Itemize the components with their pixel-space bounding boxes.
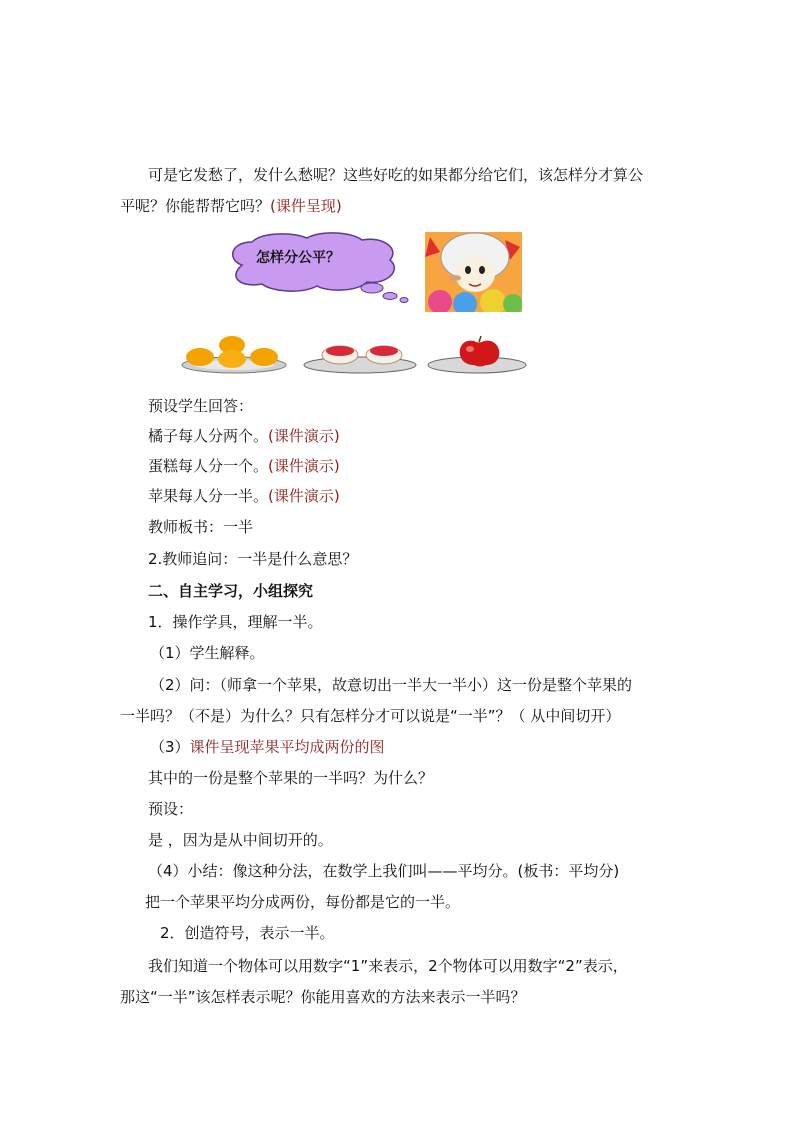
paragraph-line-2: 那这“一半”该怎样表示呢？你能用喜欢的方法来表示一半吗？ — [120, 988, 526, 1006]
oranges-plate-icon — [180, 335, 288, 375]
courseware-note: (课件演示) — [268, 457, 340, 475]
answer-cake-text: 蛋糕每人分一个。 — [148, 457, 269, 475]
answer-cake — [148, 456, 340, 476]
answer-apple — [148, 486, 340, 506]
item-2: 2．创造符号，表示一半。 — [160, 924, 335, 942]
answer-apple-text: 苹果每人分一半。 — [148, 487, 269, 505]
teacher-followup: 2.教师追问：一半是什么意思？ — [148, 550, 358, 568]
item-1: 1．操作学具，理解一半。 — [148, 613, 323, 631]
sub-item-2-line-2: 一半吗？（不是）为什么？只有怎样分才可以说是“一半”？（ 从中间切开） — [120, 707, 621, 725]
summary-line: 把一个苹果平均分成两份，每份都是它的一半。 — [145, 893, 461, 911]
answers-heading: 预设学生回答： — [148, 397, 254, 415]
apple-plate-icon — [426, 335, 528, 375]
paragraph-line-1: 我们知道一个物体可以用数字“1”来表示，2个物体可以用数字“2”表示， — [148, 957, 628, 975]
goat-character-icon — [425, 232, 522, 312]
preset-label: 预设： — [148, 800, 194, 818]
bubble-text: 怎样分公平？ — [256, 250, 340, 266]
courseware-note: (课件演示) — [268, 487, 340, 505]
section-title: 二、自主学习，小组探究 — [148, 582, 314, 600]
sub-item-1: （1）学生解释。 — [150, 644, 265, 662]
courseware-note: (课件演示) — [268, 427, 340, 445]
question: 其中的一份是整个苹果的一半吗？为什么？ — [148, 769, 434, 787]
answer-orange — [148, 426, 340, 446]
answer-orange-text: 橘子每人分两个。 — [148, 427, 269, 445]
preset-answer: 是 ，因为是从中间切开的。 — [148, 831, 333, 849]
sub-item-2-line-1: （2）问：（师拿一个苹果，故意切出一半大一半小）这一份是整个苹果的 — [150, 676, 633, 694]
intro-line-1: 可是它发愁了，发什么愁呢？这些好吃的如果都分给它们，该怎样分才算公 — [148, 166, 644, 184]
intro-line-2 — [120, 196, 342, 216]
teacher-board: 教师板书：一半 — [148, 518, 254, 536]
sub-item-3-number: （3） — [150, 738, 190, 756]
intro-line-2-text: 平呢？你能帮帮它吗？ — [120, 197, 271, 215]
cakes-plate-icon — [302, 335, 418, 375]
sub-item-3 — [150, 737, 385, 757]
courseware-note: 课件呈现苹果平均成两份的图 — [189, 738, 385, 756]
sub-item-4: （4）小结：像这种分法，在数学上我们叫——平均分。(板书：平均分) — [148, 862, 620, 880]
courseware-note: (课件呈现) — [270, 197, 342, 215]
